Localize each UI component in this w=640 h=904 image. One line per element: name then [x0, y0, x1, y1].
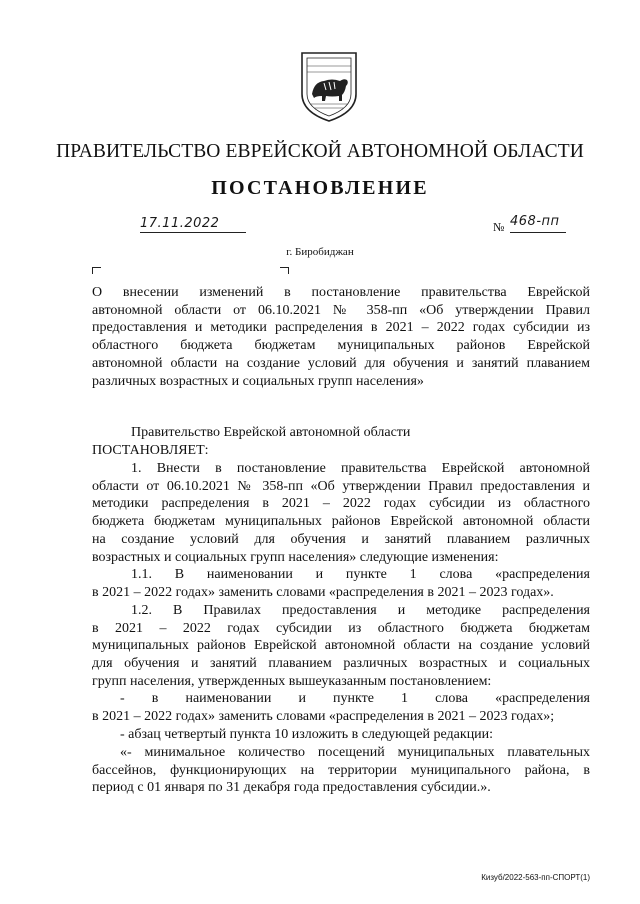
document-date: 17.11.2022	[140, 216, 220, 231]
number-underline	[510, 232, 566, 233]
decree-title	[92, 284, 590, 390]
quote-line: «- минимальное количество посещений муниципальных плавательных	[120, 745, 590, 760]
new-wording-quote	[92, 744, 590, 797]
intro-line: Правительство Еврейской автономной области	[131, 425, 411, 440]
item-line: 1.1. В наименовании и пункте 1 слова «распределения	[131, 567, 590, 582]
title-corner-left	[92, 267, 101, 274]
item-line: на создание условий для обучения и занятий плаванием различных	[92, 531, 590, 547]
item-line: в 2021 – 2022 годах» заменить словами «распределения в 2021 – 2023 годах»;	[92, 708, 555, 724]
intro-resolves: ПОСТАНОВЛЯЕТ:	[92, 442, 209, 458]
item-line: - абзац четвертый пункта 10 изложить в следующей редакции:	[120, 727, 494, 742]
date-underline	[140, 232, 246, 233]
title-line: автономной области от 06.10.2021 № 358-пп «Об утверждении Правил	[92, 302, 590, 318]
government-title: ПРАВИТЕЛЬСТВО ЕВРЕЙСКОЙ АВТОНОМНОЙ ОБЛАСТИ	[56, 141, 584, 162]
change-dash-2	[92, 726, 590, 744]
footer-document-code: Кизуб/2022-563-пп-СПОРТ(1)	[481, 873, 590, 882]
change-dash-1	[92, 690, 590, 725]
item-line: в 2021 – 2022 годах» заменить словами «распределения в 2021 – 2023 годах».	[92, 584, 554, 600]
coat-of-arms-emblem-icon	[298, 50, 360, 124]
item-line: - в наименовании и пункте 1 слова «распределения	[120, 691, 590, 706]
title-line: областного бюджета бюджетам муниципальных районов Еврейской	[92, 338, 590, 354]
item-line: в 2021 – 2022 годах субсидии из областного бюджета бюджетам	[92, 620, 590, 636]
item-line: 1. Внести в постановление правительства Еврейской автономной	[131, 461, 590, 476]
item-line: групп населения, утвержденных вышеуказанным постановлением:	[92, 673, 492, 689]
item-line: методики распределения в 2021 – 2022 годах субсидии из областного	[92, 496, 590, 512]
quote-line: бассейнов, функционирующих на территории муниципального района, в	[92, 762, 590, 778]
title-line: автономной области на создание условий для обучения и занятий плаванием	[92, 355, 590, 371]
item-line: области от 06.10.2021 № 358-пп «Об утверждении Правил предоставления и	[92, 478, 590, 494]
title-line: предоставления и методики распределения в 2021 – 2022 годах субсидии из	[92, 320, 590, 336]
item-line: 1.2. В Правилах предоставления и методике распределения	[131, 603, 590, 618]
quote-line: период с 01 января по 31 декабря года предоставления субсидии.».	[92, 780, 491, 796]
item-line: для обучения и занятий плаванием различных возрастных и социальных	[92, 656, 590, 672]
title-line: О внесении изменений в постановление правительства Еврейской	[92, 285, 590, 300]
document-type-heading: ПОСТАНОВЛЕНИЕ	[211, 177, 429, 199]
document-number: 468-пп	[510, 214, 560, 229]
item-1-2	[92, 602, 590, 691]
item-line: муниципальных районов Еврейской автономной области на создание условий	[92, 638, 590, 654]
title-line: различных возрастных и социальных групп населения»	[92, 373, 424, 389]
number-label: №	[493, 220, 505, 234]
title-corner-right	[280, 267, 289, 274]
city-name: г. Биробиджан	[286, 246, 354, 258]
intro-block	[92, 424, 590, 459]
item-line: возрастных и социальных групп населения» следующие изменения:	[92, 549, 499, 565]
item-1-1	[92, 566, 590, 601]
item-1	[92, 460, 590, 566]
item-line: бюджета бюджетам муниципальных районов Еврейской автономной области	[92, 514, 590, 530]
